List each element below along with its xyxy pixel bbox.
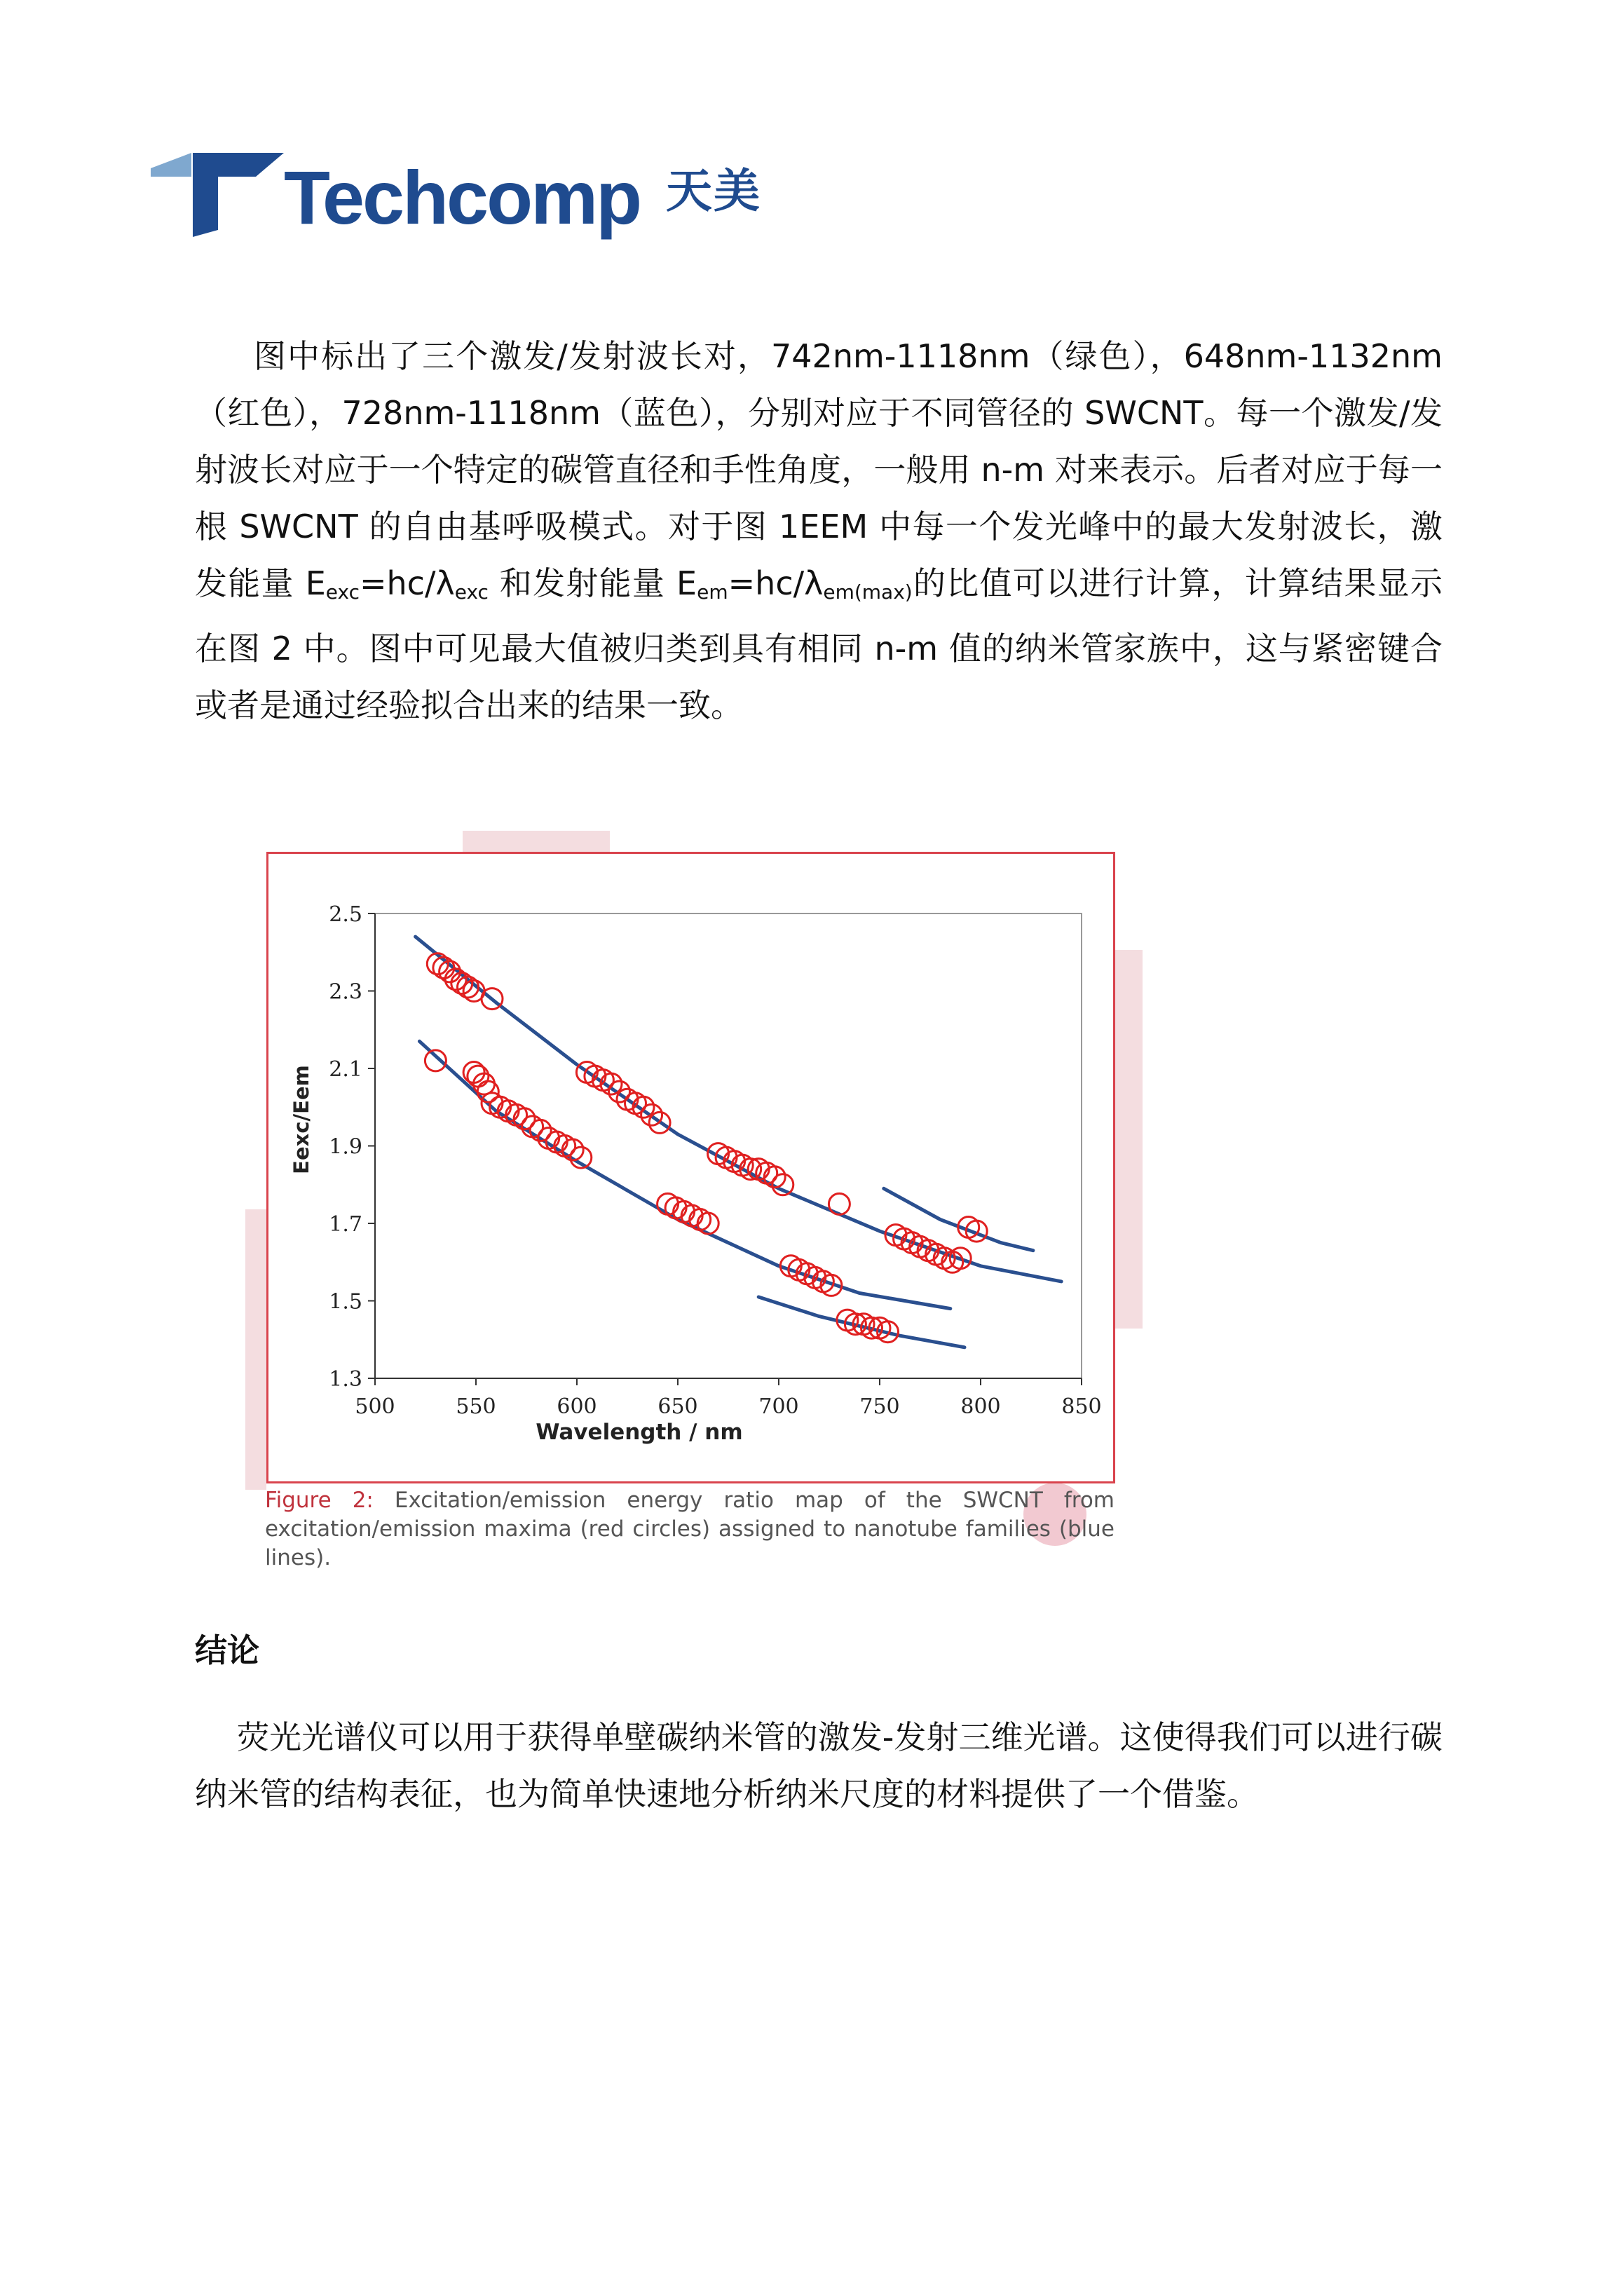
company-logo	[151, 147, 782, 245]
watermark-bar-right	[1115, 950, 1143, 1329]
intro-text-b: =hc/λ	[359, 564, 455, 602]
y-tick-label: 1.7	[329, 1212, 362, 1237]
intro-sub-em: em	[697, 580, 728, 604]
conclusion-text: 荧光光谱仪可以用于获得单壁碳纳米管的激发-发射三维光谱。这使得我们可以进行碳纳米管的结构表征，也为简单快速地分析纳米尺度的材料提供了一个借鉴。	[195, 1718, 1443, 1813]
y-tick-label: 2.5	[329, 902, 362, 927]
y-tick-label: 1.9	[329, 1134, 362, 1160]
intro-sub-em-max: em(max)	[823, 580, 913, 604]
techcomp-t-logo-icon	[151, 147, 284, 238]
y-tick-label: 2.3	[329, 979, 362, 1005]
x-tick-label: 550	[456, 1394, 496, 1419]
data-point	[697, 1213, 718, 1234]
x-tick-label: 650	[657, 1394, 698, 1419]
intro-sub-exc: exc	[325, 580, 360, 604]
family-fit-line	[419, 1041, 950, 1308]
x-tick-label: 500	[355, 1394, 395, 1419]
figure-caption	[265, 1486, 1115, 1572]
intro-paragraph	[195, 328, 1443, 734]
intro-sub-exc-2: exc	[454, 580, 489, 604]
x-tick-label: 850	[1061, 1394, 1102, 1419]
x-tick-label: 800	[960, 1394, 1001, 1419]
y-tick-label: 1.5	[329, 1289, 362, 1315]
figure-caption-text: Excitation/emission energy ratio map of the SWCNT from excitation/emission maxima (red circles) assigned to nanotube families (blue lines).	[265, 1488, 1115, 1570]
intro-text-a: 图中标出了三个激发/发射波长对，742nm-1118nm（绿色），648nm-1132nm（红色），728nm-1118nm（蓝色），分别对应于不同管径的 SWCNT。每一个激发/发射波长对应于一个特定的碳管直径和手性角度，一般用 n-m 对来表示。后者对应于每一根 SWCNT 的自由基呼吸模式。对于图 1EEM 中每一个发光峰中的最大发射波长，激发能量 E	[195, 337, 1443, 602]
x-tick-label: 750	[859, 1394, 900, 1419]
intro-text-c: 和发射能量 E	[488, 564, 697, 602]
y-tick-label: 2.1	[329, 1057, 362, 1082]
x-tick-label: 700	[758, 1394, 799, 1419]
watermark-bar-top	[463, 831, 610, 852]
y-tick-label: 1.3	[329, 1367, 362, 1392]
conclusion-heading: 结论	[195, 1631, 259, 1669]
y-axis-label: Eexc/Eem	[289, 1065, 313, 1174]
x-tick-label: 600	[557, 1394, 597, 1419]
energy-ratio-chart	[266, 852, 1111, 1479]
conclusion-paragraph	[195, 1709, 1443, 1823]
figure-2	[245, 831, 1143, 1595]
intro-text-e: 的比值可以进行计算，计算结果显示在图 2 中。图中可见最大值被归类到具有相同 n-m 值的纳米管家族中，这与紧密键合或者是通过经验拟合出来的结果一致。	[195, 564, 1443, 724]
x-axis-label: Wavelength / nm	[536, 1420, 743, 1445]
data-point	[829, 1193, 850, 1214]
logo-chinese-name: 天美	[666, 164, 761, 218]
figure-label: Figure 2:	[265, 1488, 374, 1513]
intro-text-d: =hc/λ	[728, 564, 824, 602]
logo-wordmark: Techcomp	[284, 155, 641, 240]
watermark-bar-left	[245, 1209, 266, 1490]
